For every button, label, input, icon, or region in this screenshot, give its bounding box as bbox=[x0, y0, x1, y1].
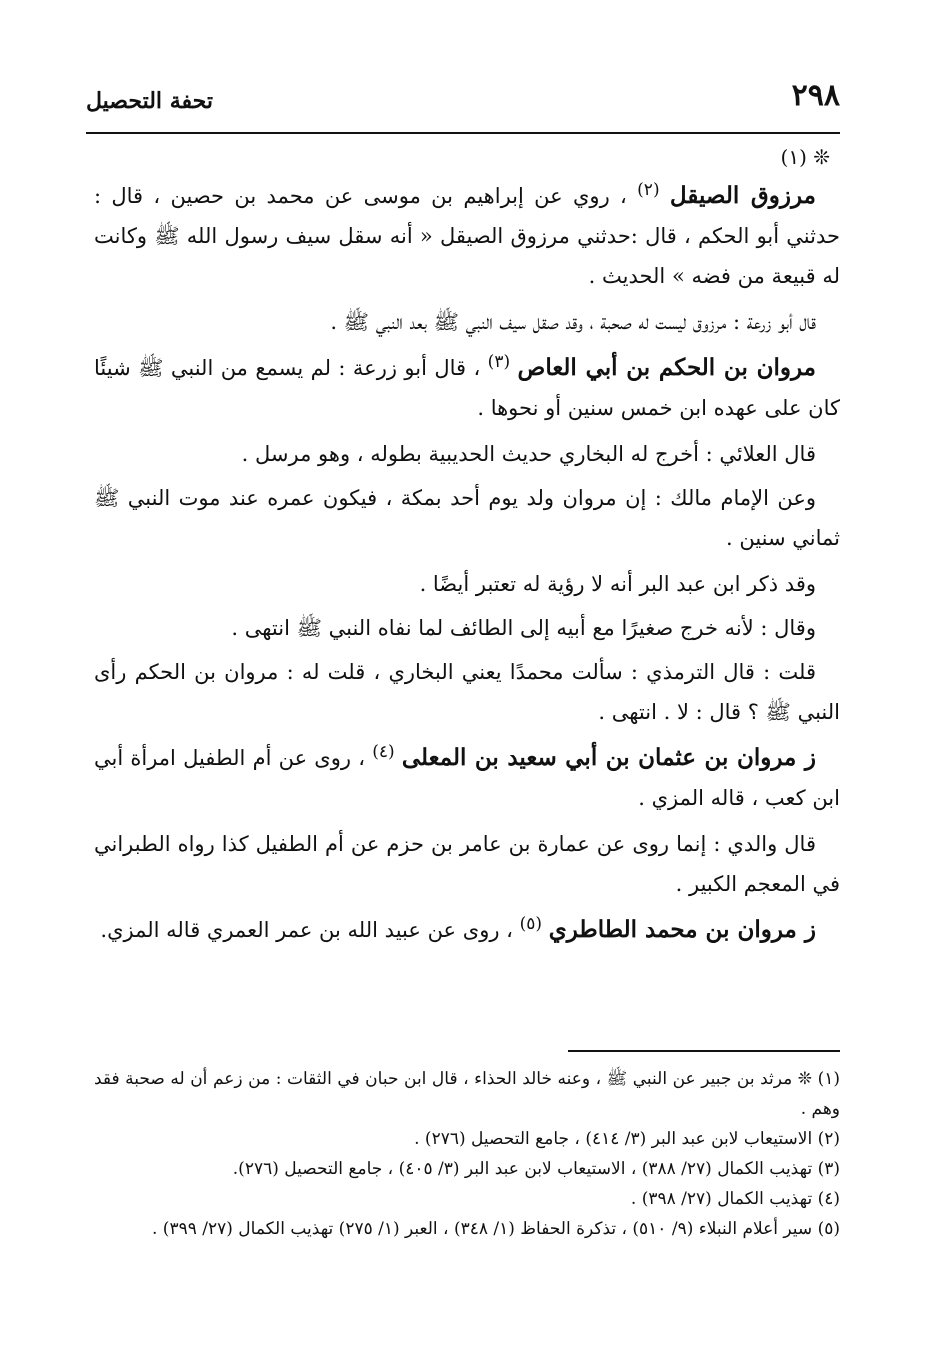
main-text bbox=[94, 138, 840, 956]
footnote-divider bbox=[568, 1050, 840, 1052]
narrator-name: ز مروان بن محمد الطاطري bbox=[548, 916, 816, 943]
footnotes bbox=[94, 1064, 840, 1244]
paragraph bbox=[94, 608, 840, 648]
paragraph bbox=[94, 910, 840, 950]
footnote-ref: (٤) bbox=[372, 742, 395, 762]
entry-marker: ❊ (١) bbox=[780, 145, 830, 169]
footnote: (٣) تهذيب الكمال (٢٧/ ٣٨٨) ، الاستيعاب لابن عبد البر (٣/ ٤٠٥) ، جامع التحصيل (٢٧٦). bbox=[232, 1159, 840, 1179]
paragraph-text: قال أبو زرعة : مرزوق ليست له صحبة ، وقد صقل سيف النبي ﷺ بعد النبي ﷺ . bbox=[330, 310, 816, 334]
paragraph-text: ، روى عن أم الطفيل امرأة أبي ابن كعب ، قاله المزي . bbox=[94, 746, 840, 810]
footnote: (١) ❊ مرثد بن جبير عن النبي ﷺ ، وعنه خالد الحذاء ، قال ابن حبان في الثقات : من زعم أن له صحبة فقد وهم . bbox=[94, 1069, 840, 1119]
paragraph-text: قال والدي : إنما روى عن عمارة بن عامر بن حزم عن أم الطفيل كذا رواه الطبراني في المعجم الكبير . bbox=[94, 832, 840, 896]
footnote-ref: (٥) bbox=[519, 914, 543, 934]
paragraph-text: وقد ذكر ابن عبد البر أنه لا رؤية له تعتبر أيضًا . bbox=[419, 572, 816, 596]
paragraph bbox=[94, 564, 840, 604]
paragraph-text: وعن الإمام مالك : إن مروان ولد يوم أحد بمكة ، فيكون عمره عند موت النبي ﷺ ثماني سنين . bbox=[94, 486, 840, 550]
footnote-ref: (٢) bbox=[637, 180, 660, 200]
paragraph-text: وقال : لأنه خرج صغيرًا مع أبيه إلى الطائف لما نفاه النبي ﷺ انتهى . bbox=[231, 616, 816, 640]
narrator-name: ز مروان بن عثمان بن أبي سعيد بن المعلى bbox=[401, 744, 816, 771]
paragraph bbox=[94, 434, 840, 474]
paragraph bbox=[94, 176, 840, 296]
narrator-name: مروان بن الحكم بن أبي العاص bbox=[517, 354, 816, 381]
page-header bbox=[86, 78, 840, 134]
paragraph-text: ، روي عن إبراهيم بن موسى عن محمد بن حصين ، قال : حدثني أبو الحكم ، قال :حدثني مرزوق الصيقل « أنه سقل سيف رسول الله ﷺ وكانت له قبيعة من فضه » الحديث . bbox=[94, 184, 840, 288]
footnote: (٤) تهذيب الكمال (٢٧/ ٣٩٨) . bbox=[630, 1189, 840, 1209]
paragraph bbox=[94, 478, 840, 558]
footnote: (٥) سير أعلام النبلاء (٩/ ٥١٠) ، تذكرة الحفاظ (١/ ٣٤٨) ، العبر (١/ ٢٧٥) تهذيب الكمال (٢٧/ ٣٩٩) . bbox=[152, 1219, 840, 1239]
book-title: تحفة التحصيل bbox=[86, 88, 213, 114]
paragraph-text: قلت : قال الترمذي : سألت محمدًا يعني البخاري ، قلت له : مروان بن الحكم رأى النبي ﷺ ؟ قال : لا . انتهى . bbox=[94, 660, 840, 724]
paragraph-text: ، روى عن عبيد الله بن عمر العمري قاله المزي. bbox=[100, 918, 513, 942]
footnote-ref: (٣) bbox=[487, 352, 511, 372]
paragraph bbox=[94, 824, 840, 904]
narrator-name: مرزوق الصيقل bbox=[669, 182, 816, 209]
paragraph bbox=[94, 738, 840, 818]
paragraph bbox=[94, 348, 840, 428]
paragraph-text: ، قال أبو زرعة : لم يسمع من النبي ﷺ شيئًا كان على عهده ابن خمس سنين أو نحوها . bbox=[94, 356, 840, 420]
paragraph bbox=[94, 302, 840, 342]
paragraph-text: قال العلائي : أخرج له البخاري حديث الحديبية بطوله ، وهو مرسل . bbox=[241, 442, 816, 466]
footnote: (٢) الاستيعاب لابن عبد البر (٣/ ٤١٤) ، جامع التحصيل (٢٧٦) . bbox=[414, 1129, 840, 1149]
page-number: ٢٩٨ bbox=[791, 78, 840, 113]
paragraph bbox=[94, 652, 840, 732]
